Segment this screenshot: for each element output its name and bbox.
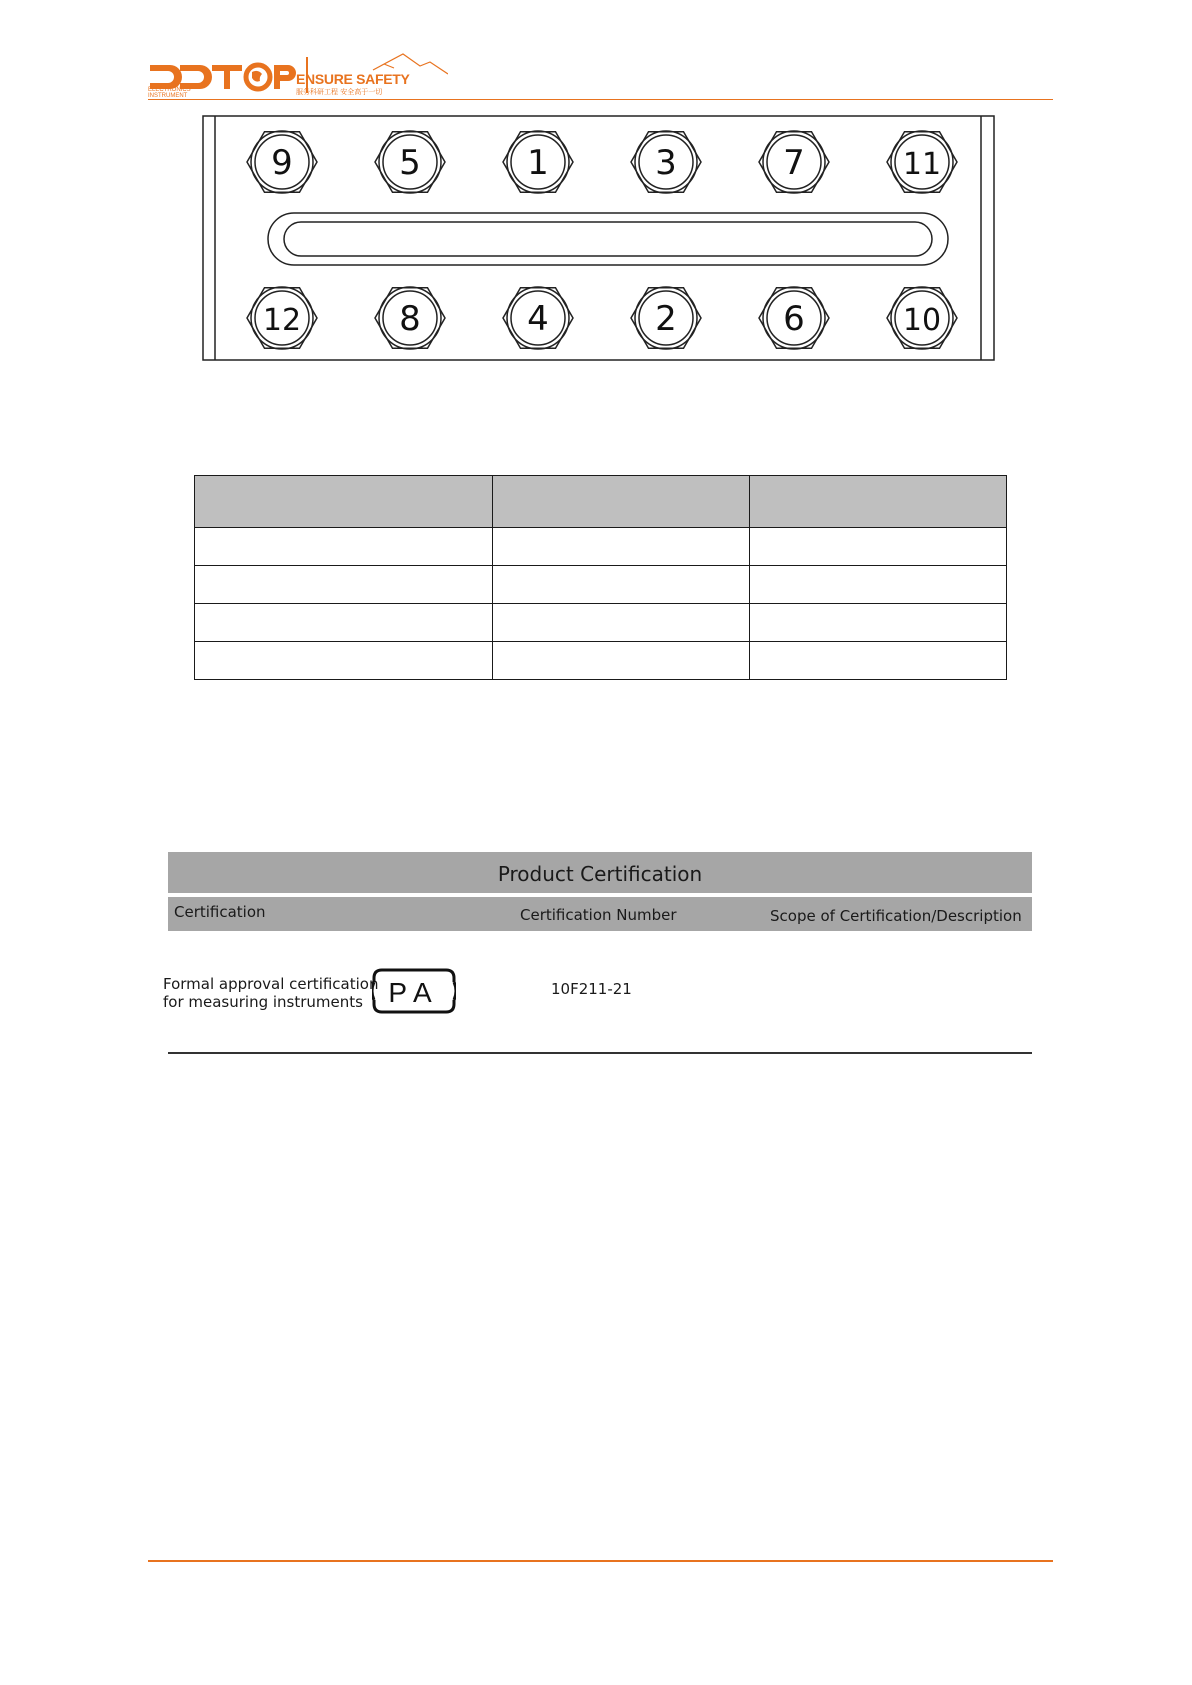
- table-cell: [493, 604, 750, 642]
- cert-header-number: Certification Number: [520, 906, 677, 924]
- terminal-number: 6: [783, 299, 805, 339]
- cert-header-bar: [168, 897, 1032, 931]
- terminal-number: 7: [783, 143, 805, 183]
- table-cell: [750, 642, 1007, 680]
- table-cell: [195, 604, 493, 642]
- cert-bottom-rule: [168, 1052, 1032, 1054]
- table-header-cell: [750, 476, 1007, 528]
- table-row: [195, 642, 1007, 680]
- pa-logo-letters: PA: [388, 977, 440, 1008]
- cert-title: Product Certification: [497, 862, 703, 886]
- table-header-row: [195, 476, 1007, 528]
- table-cell: [195, 528, 493, 566]
- table-cell: [493, 566, 750, 604]
- table-cell: [750, 604, 1007, 642]
- table-cell: [195, 642, 493, 680]
- table-header-cell: [493, 476, 750, 528]
- table-cell: [750, 566, 1007, 604]
- terminal-number: 11: [902, 147, 942, 182]
- table-header-cell: [195, 476, 493, 528]
- table-cell: [750, 528, 1007, 566]
- logo-subtitle: ELECTRONICS INSTRUMENT: [148, 87, 191, 99]
- table-row: [195, 566, 1007, 604]
- terminal-number: 5: [399, 143, 421, 183]
- pa-certification-logo: [372, 968, 456, 1014]
- terminal-number: 9: [271, 143, 293, 183]
- table-row: [195, 604, 1007, 642]
- terminal-number: 2: [655, 299, 677, 339]
- terminal-number: 8: [399, 299, 421, 339]
- terminal-number: 12: [262, 303, 302, 338]
- terminal-block-diagram: [202, 115, 995, 361]
- footer-rule: [148, 1560, 1053, 1562]
- slogan: ENSURE SAFETY: [296, 71, 410, 87]
- cert-header-certification: Certification: [174, 903, 266, 921]
- table-row: [195, 528, 1007, 566]
- cert-header-scope: Scope of Certification/Description: [770, 907, 1022, 925]
- cert-number: 10F211-21: [551, 980, 632, 998]
- slogan-chinese: 服务科研工程 安全高于一切: [296, 88, 383, 96]
- table-cell: [493, 528, 750, 566]
- table-cell: [493, 642, 750, 680]
- header-rule: [148, 99, 1053, 100]
- cert-title-bar: [168, 852, 1032, 893]
- terminal-number: 1: [527, 143, 549, 183]
- specification-table: [194, 475, 1007, 680]
- terminal-number: 10: [902, 303, 942, 338]
- terminal-number: 3: [655, 143, 677, 183]
- table-cell: [195, 566, 493, 604]
- terminal-number: 4: [527, 299, 549, 339]
- cert-name: Formal approval certification for measuring instruments: [163, 975, 379, 1011]
